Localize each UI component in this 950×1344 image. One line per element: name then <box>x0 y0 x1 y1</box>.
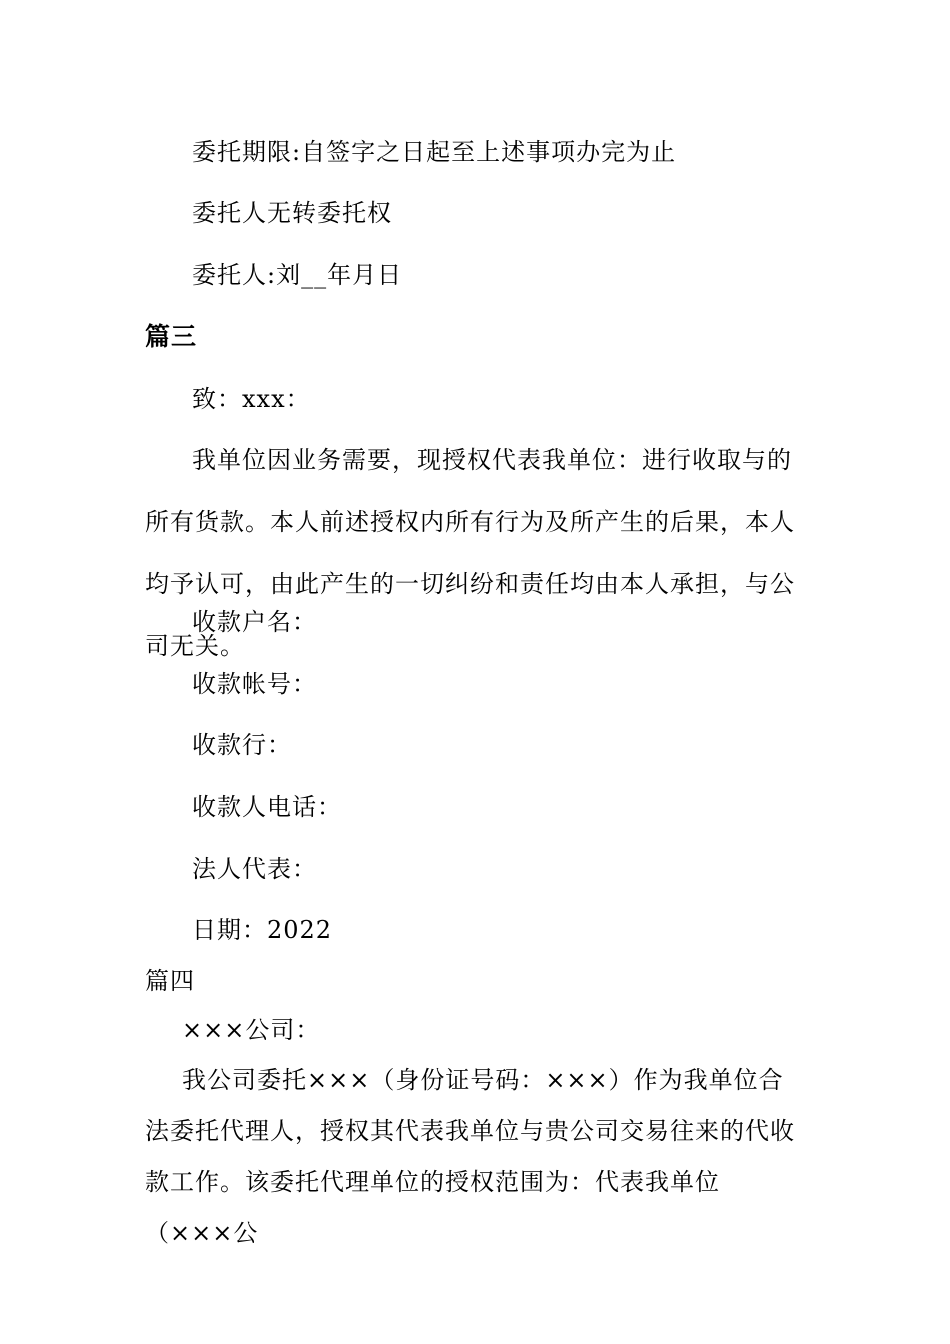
payee-phone-field: 收款人电话： <box>192 793 342 821</box>
payee-name-field: 收款户名： <box>192 608 317 636</box>
entrustor-signature-line: 委托人:刘__年月日 <box>192 261 403 289</box>
legal-representative-field: 法人代表： <box>192 855 317 883</box>
no-sub-entrust-line: 委托人无转委托权 <box>192 199 392 227</box>
entrust-term-line: 委托期限:自签字之日起至上述事项办完为止 <box>192 138 677 166</box>
section-4-salutation: ×××公司： <box>182 1016 321 1044</box>
section-3-heading: 篇三 <box>145 322 198 351</box>
section-4-heading: 篇四 <box>145 967 195 995</box>
section-4-body: 我公司委托×××（身份证号码：×××）作为我单位合法委托代理人，授权其代表我单位与贵公司交易往来的代收款工作。该委托代理单位的授权范围为：代表我单位（×××公 <box>145 1066 795 1247</box>
date-field: 日期：2022 <box>192 916 333 944</box>
payee-account-field: 收款帐号： <box>192 670 317 698</box>
section-3-body: 我单位因业务需要，现授权代表我单位：进行收取与的所有货款。本人前述授权内所有行为及所产生的后果，本人均予认可，由此产生的一切纠纷和责任均由本人承担，与公司无关。 <box>145 446 795 660</box>
payee-bank-field: 收款行： <box>192 731 292 759</box>
section-3-salutation: 致：xxx： <box>192 385 311 413</box>
